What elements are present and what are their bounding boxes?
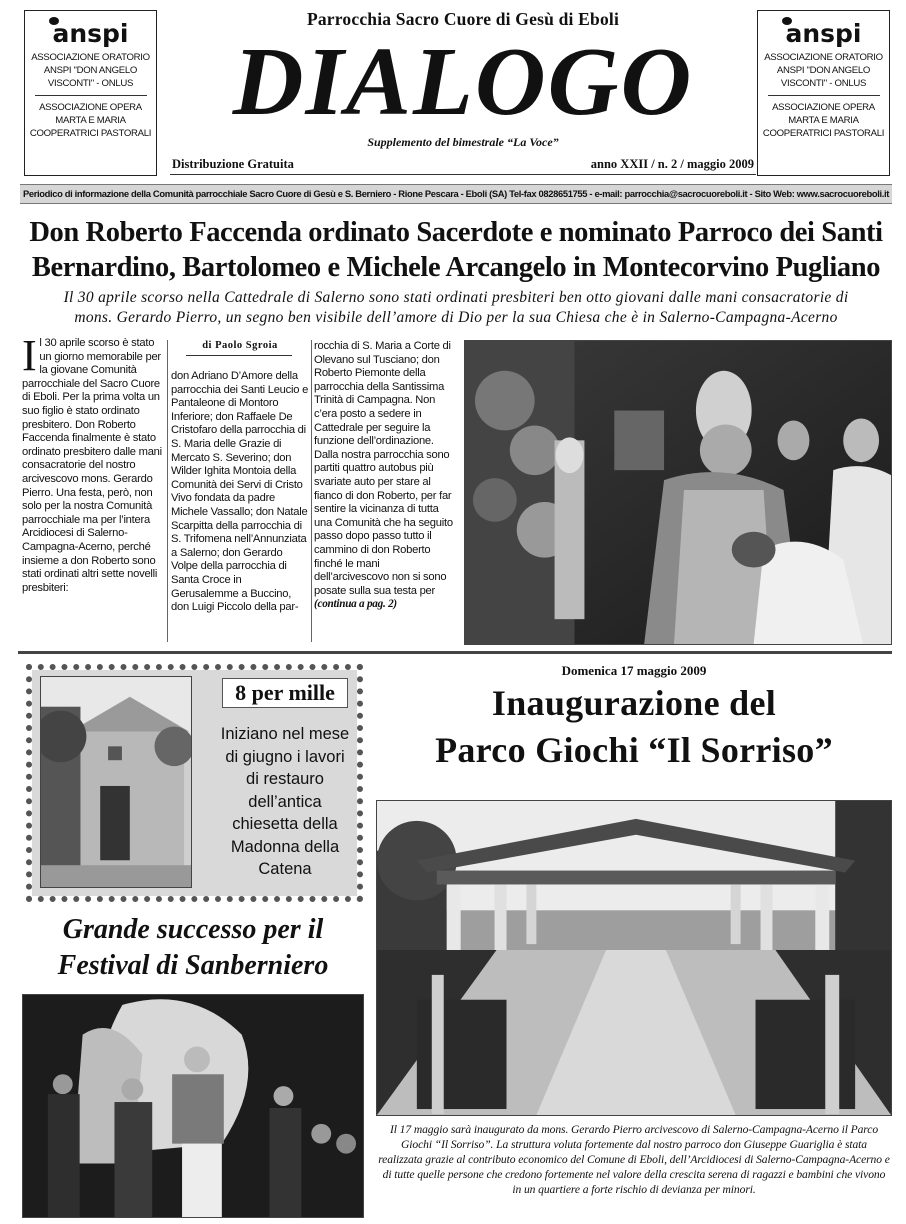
ordination-photo [464,340,892,645]
lead-headline-line-1: Don Roberto Faccenda ordinato Sacerdote e nominato Parroco dei Santi [29,217,883,248]
lead-column-3-text: rocchia di S. Maria a Corte di Olevano sul Tusciano; don Roberto Piemonte della parrocchia della Santissima Trinità di Campagna. Non c’era posto a sedere in Cattedrale per seguire la funzione dell’ordinazione. Dalla nostra parrocchia sono partiti quattro autobus più svariate auto per stare al fianco di don Roberto, per far sentire la vicinanza di tutta una Comunità che ha seguito passo dopo passo tutto il cammino di don Roberto finché le mani dell’arcivescovo non si sono posate sulla sua testa per [314,340,453,597]
distribution-label: Distribuzione Gratuita [172,157,294,171]
otto-per-mille-title: 8 per mille [222,678,348,708]
anspi-logo-text: anspi [785,19,862,48]
logo-line-6: COOPERATRICI PASTORALI [762,128,885,139]
logo-divider [768,95,880,96]
logo-line-2: ANSPI "DON ANGELO [43,65,138,76]
anspi-logo-text: anspi [52,19,129,48]
logo-divider [35,95,147,96]
logo-line-6: COOPERATRICI PASTORALI [29,128,152,139]
supplement-line: Supplemento del bimestrale “La Voce” [367,135,559,149]
festival-headline [20,912,366,984]
parco-date: Domenica 17 maggio 2009 [561,663,707,678]
lead-headline-line-2: Bernardino, Bartolomeo e Michele Arcangelo in Montecorvino Pugliano [31,252,881,283]
section-divider [18,651,892,654]
parco-headline [376,680,892,774]
playground-photo [376,800,892,1116]
masthead-rule [170,174,756,175]
column-divider [311,340,312,642]
logo-line-1: ASSOCIAZIONE ORATORIO [31,52,150,63]
logo-line-5: MARTA E MARIA [55,115,126,126]
parco-headline-line-1: Inaugurazione del [491,683,777,723]
logo-line-4: ASSOCIAZIONE OPERA [39,102,142,113]
logo-line-1: ASSOCIAZIONE ORATORIO [764,52,883,63]
festival-headline-line-2: Festival di Sanberniero [57,950,329,981]
logo-anspi-left [24,10,157,176]
lead-headline [18,215,894,285]
lead-column-3 [314,340,454,612]
masthead-title: DIALOGO [232,28,694,136]
festival-headline-line-1: Grande successo per il [62,914,324,945]
byline: di Paolo Sgroia [202,340,278,351]
logo-line-3: VISCONTI" - ONLUS [780,78,867,89]
lead-column-2-text: don Adriano D’Amore della parrocchia dei Santi Leucio e Pantaleone di Montoro Inferiore; don Raffaele De Cristofaro della parrocchia di S. Maria delle Grazie di Mercato S. Severino; don Wilder Ighita Montoia della Comunità dei Servi di Cristo Vivo fondata da padre Michele Vassallo; don Natale Scarpitta della parrocchia di S. Trifomena nell’Annunziata a Salerno; don Gerardo Volpe della parrocchia di Santa Croce in Gerusalemme a Buccino, don Luigi Piccolo della par- [171,370,309,614]
otto-per-mille-text: Iniziano nel mese di giugno i lavori di restauro dell’antica chiesetta della Madonna della Catena [220,725,350,878]
anspi-logo-mark [43,17,139,47]
logo-anspi-right [757,10,890,176]
playground-caption: Il 17 maggio sarà inaugurato da mons. Gerardo Pierro arcivescovo di Salerno-Campagna-Acerno il Parco Giochi “Il Sorriso”. La struttura voluta fortemente dal nostro parroco don Giuseppe Guariglia è stata realizzata grazie al contributo economico del Comune di Eboli, dell’Arcidiocesi di Salerno-Campagna-Acerno e di tutte quelle persone che credono fortemente nel valore della crescita serena di ragazzi e bambini che vivono in un quartiere a forte rischio di devianza per minori. [378,1123,890,1196]
drop-cap: I [22,331,37,380]
logo-line-2: ANSPI "DON ANGELO [776,65,871,76]
logo-line-5: MARTA E MARIA [788,115,859,126]
issue-info: anno XXII / n. 2 / maggio 2009 [590,157,754,171]
festival-photo [22,994,364,1218]
parco-headline-line-2: Parco Giochi “Il Sorriso” [435,730,833,770]
contact-info-bar: Periodico di informazione della Comunità parrocchiale Sacro Cuore di Gesù e S. Berniero - Rione Pescara - Eboli (SA) Tel-fax 0828651755 - e-mail: parrocchia@sacrocuoreboli.it - Sito Web: www.sacrocuoreboli.it [20,184,892,204]
chapel-photo [40,676,192,888]
lead-column-1 [22,331,165,595]
anspi-logo-mark [776,17,872,47]
lead-deck-line-1: Il 30 aprile scorso nella Cattedrale di Salerno sono stati ordinati presbiteri ben otto giovani dalle mani consacratorie di [63,289,849,306]
byline-rule [186,355,292,356]
otto-per-mille-box [26,664,363,902]
column-divider [167,340,168,642]
logo-line-4: ASSOCIAZIONE OPERA [772,102,875,113]
logo-line-3: VISCONTI" - ONLUS [47,78,134,89]
lead-column-1-text: l 30 aprile scorso è stato un giorno memorabile per la giovane Comunità parrocchiale del Sacro Cuore di Eboli. Per la prima volta un suo figlio è stato ordinato presbitero. Don Roberto Faccenda finalmente è stato ordinato presbitero dalle mani consacratorie del nostro arcivescovo mons. Gerardo Pierro. Una festa, però, non solo per la nostra Comunità parrocchiale ma per l’intera Arcidiocesi di Salerno-Campagna-Acerno, perché insieme a don Roberto sono stati ordinati altri sette novelli presbiteri: [22,337,162,594]
lead-column-2 [171,370,309,615]
lead-deck-line-2: mons. Gerardo Pierro, un segno ben visibile dell’amore di Dio per la sua Chiesa che è in Salerno-Campagna-Acerno [74,309,838,326]
lead-deck [20,288,892,328]
continued-note: (continua a pag. 2) [314,598,397,611]
parish-name: Parrocchia Sacro Cuore di Gesù di Eboli [306,9,620,29]
